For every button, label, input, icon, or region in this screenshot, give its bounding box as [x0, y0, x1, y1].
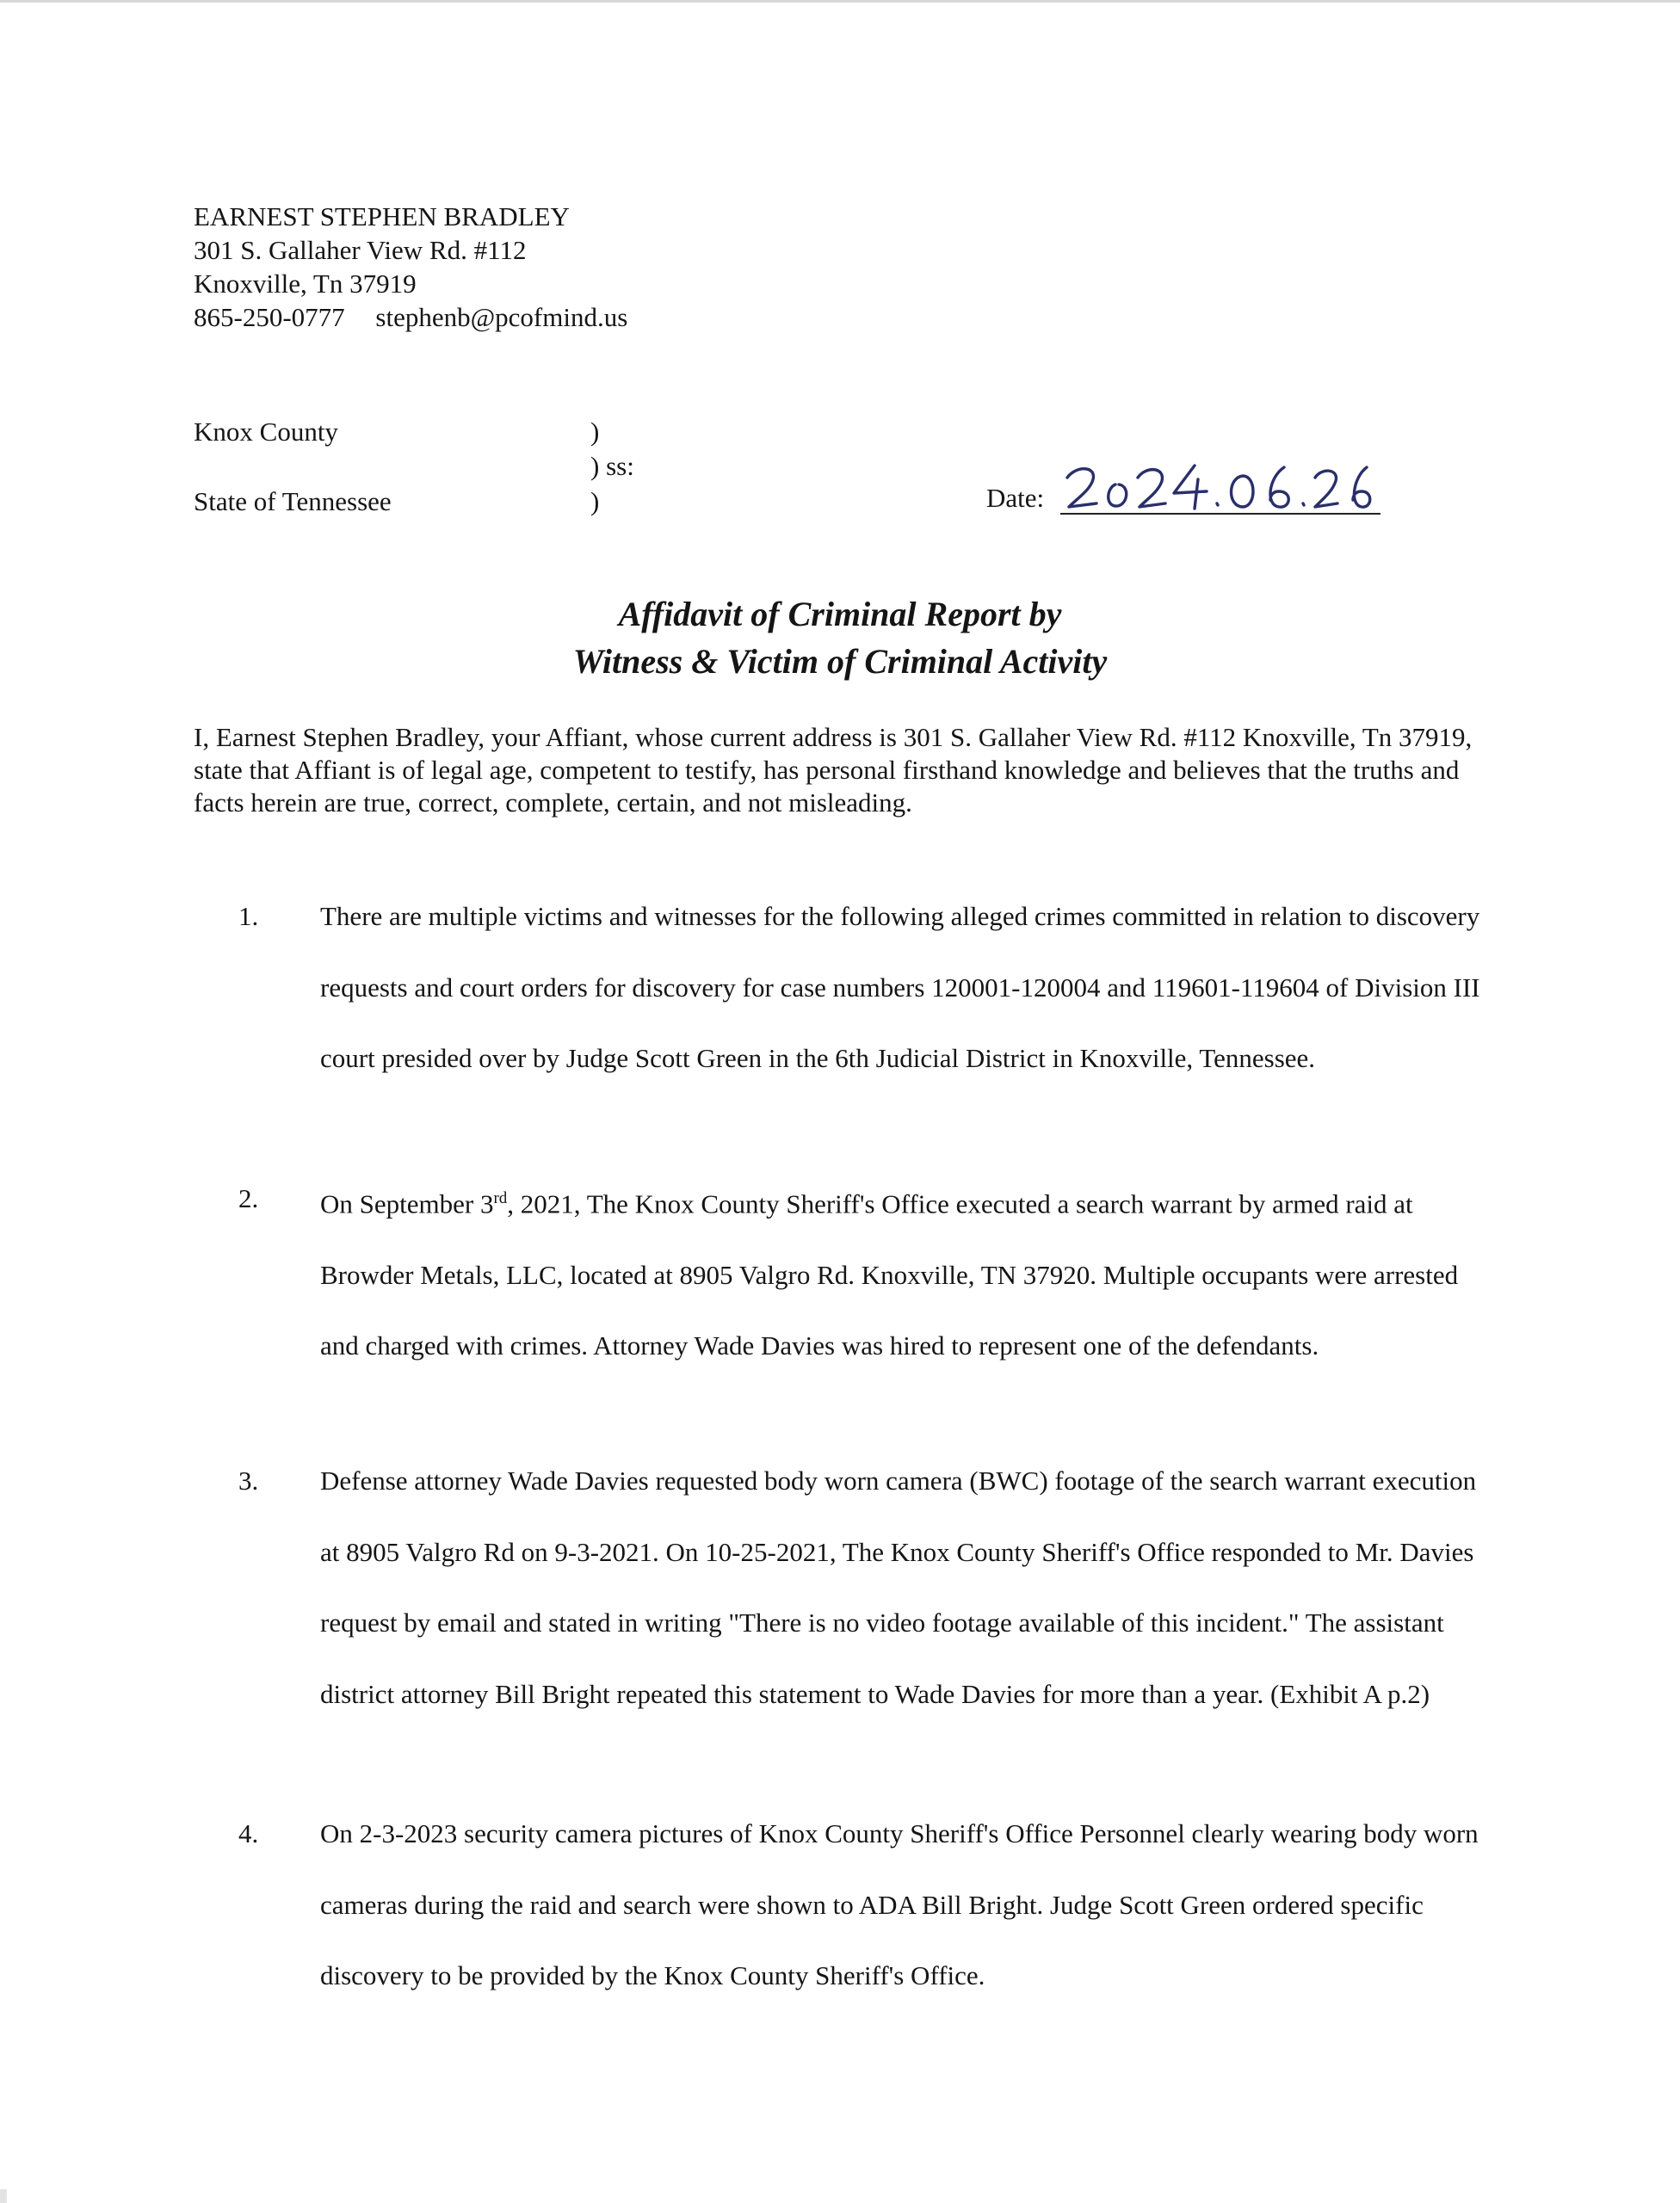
- paragraph-3: Defense attorney Wade Davies requested body worn camera (BWC) footage of the search warrant execution at 8905 Valgro Rd on 9-3-2021. On 10-25-2021, The Knox County Sheriff's Office responded to Mr. Davies request by email and stated in writing "There is no video footage available of this incident." The assistant district attorney Bill Bright repeated this statement to Wade Davies for more than a year. (Exhibit A p.2): [320, 1466, 1477, 1709]
- paragraph-number-3: 3.: [238, 1466, 259, 1496]
- sender-address-line2: Knoxville, Tn 37919: [194, 268, 417, 299]
- scan-corner-mark: [0, 2189, 7, 2203]
- paragraph-4: On 2-3-2023 security camera pictures of Knox County Sheriff's Office Personnel clearly wearing body worn cameras during the raid and search were shown to ADA Bill Bright. Judge Scott Green ordered specific discovery to be provided by the Knox County Sheriff's Office.: [320, 1818, 1479, 1990]
- venue-county: Knox County: [194, 417, 338, 447]
- sender-contact-line: [194, 300, 627, 334]
- venue-paren-top: ): [590, 417, 600, 447]
- affiant-statement: I, Earnest Stephen Bradley, your Affiant, whose current address is 301 S. Gallaher View Rd. #112 Knoxville, Tn 37919, state that Affiant is of legal age, competent to testify, has personal firsthand knowledge and believes that the truths and facts herein are true, correct, complete, certain, and not misleading.: [194, 722, 1473, 818]
- document-title-line2: Witness & Victim of Criminal Activity: [572, 642, 1108, 681]
- date-signature-line: [1060, 513, 1380, 515]
- handwritten-date: [1064, 459, 1374, 519]
- paragraph-number-1: 1.: [238, 901, 259, 931]
- paragraph-2: [320, 1163, 1491, 1382]
- paragraph-number-2: 2.: [238, 1183, 259, 1213]
- paragraph-number-4: 4.: [238, 1818, 259, 1848]
- venue-paren-bottom: ): [590, 486, 600, 516]
- sender-address-line1: 301 S. Gallaher View Rd. #112: [194, 235, 527, 265]
- scan-top-edge: [0, 0, 1680, 3]
- venue-paren-ss: ) ss:: [590, 451, 634, 481]
- date-label: Date:: [986, 483, 1045, 513]
- paragraph-2-text-after: , 2021, The Knox County Sheriff's Office executed a search warrant by armed raid at Browder Metals, LLC, located at 8905 Valgro Rd. Knoxville, TN 37920. Multiple occupants were arrested and charged with crimes. Attorney Wade Davies was hired to represent one of the defendants.: [320, 1188, 1459, 1361]
- sender-email: stephenb@pcofmind.us: [375, 302, 628, 332]
- venue-state: State of Tennessee: [194, 486, 392, 516]
- paragraph-2-text-before: On September 3: [320, 1188, 494, 1219]
- paragraph-2-superscript: rd: [493, 1189, 508, 1207]
- paragraph-1: There are multiple victims and witnesses for the following alleged crimes committed in relation to discovery requests and court orders for discovery for case numbers 120001-120004 and 119601-119604 of Division III court presided over by Judge Scott Green in the 6th Judicial District in Knoxville, Tennessee.: [320, 901, 1480, 1073]
- sender-block: [194, 200, 627, 334]
- sender-phone: 865-250-0777: [194, 302, 345, 332]
- document-title-line1: Affidavit of Criminal Report by: [618, 595, 1062, 633]
- sender-name: EARNEST STEPHEN BRADLEY: [194, 201, 570, 231]
